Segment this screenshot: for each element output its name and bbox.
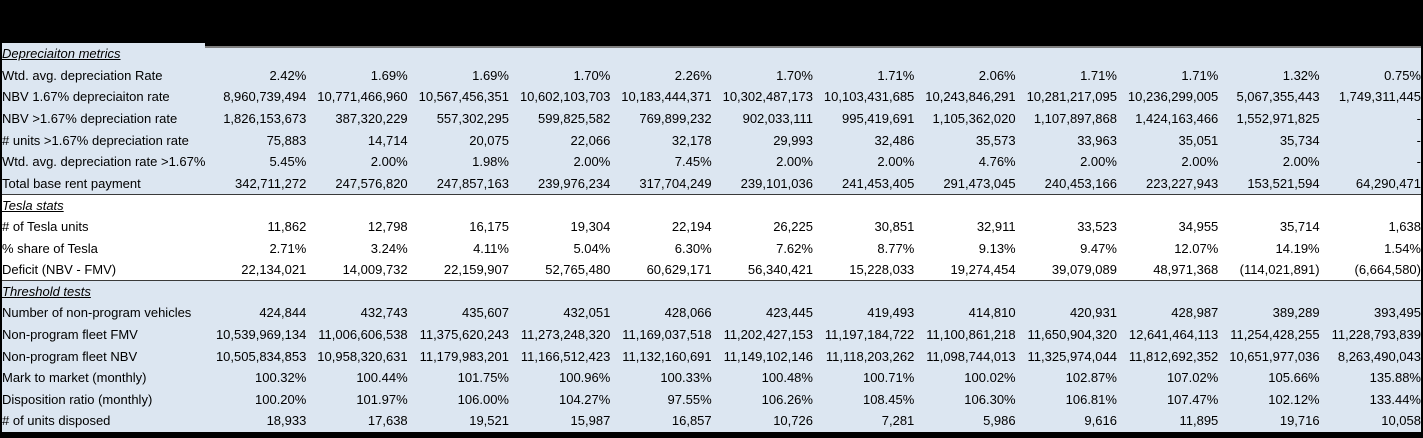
value-cell[interactable]: 557,302,295 bbox=[436, 111, 509, 127]
value-cell[interactable]: 317,704,249 bbox=[610, 173, 711, 195]
row-label-cell[interactable]: NBV >1.67% depreciation rate bbox=[2, 111, 178, 127]
row-label-cell[interactable]: Wtd. avg. depreciation rate >1.67% bbox=[2, 154, 205, 170]
value-cell[interactable]: 101.75% bbox=[457, 370, 509, 386]
value-cell[interactable]: 11,179,983,201 bbox=[419, 348, 509, 364]
empty-cell[interactable] bbox=[1117, 194, 1218, 216]
value-cell[interactable]: 18,933 bbox=[266, 413, 307, 429]
value-cell[interactable]: 10,505,834,853 bbox=[215, 348, 307, 364]
value-cell[interactable]: 2.00% bbox=[1282, 154, 1320, 170]
value-cell[interactable]: 48,971,368 bbox=[1117, 259, 1218, 281]
row-label-cell[interactable]: NBV 1.67% depreciaiton rate bbox=[2, 89, 170, 105]
value-cell[interactable]: 12.07% bbox=[1174, 240, 1219, 256]
section-header-cell[interactable] bbox=[2, 194, 205, 216]
empty-cell[interactable] bbox=[712, 281, 813, 303]
value-cell[interactable]: - bbox=[1416, 111, 1421, 127]
value-cell[interactable]: 2.00% bbox=[1181, 154, 1219, 170]
value-cell[interactable]: 11,895 bbox=[1179, 413, 1219, 429]
value-cell[interactable]: 102.87% bbox=[1065, 370, 1117, 386]
value-cell[interactable]: 108.45% bbox=[862, 391, 915, 407]
empty-cell[interactable] bbox=[1320, 281, 1421, 303]
row-label-cell[interactable]: Number of non-program vehicles bbox=[2, 305, 192, 321]
table-row bbox=[2, 129, 1421, 151]
value-cell[interactable]: 106.81% bbox=[1065, 391, 1117, 407]
value-cell[interactable]: 11,006,606,538 bbox=[318, 327, 408, 343]
value-cell[interactable]: 2.00% bbox=[776, 154, 813, 170]
table-row bbox=[2, 389, 1421, 411]
section-header-row bbox=[2, 194, 1421, 216]
section-title: Tesla stats bbox=[2, 197, 64, 213]
value-cell[interactable]: 599,825,582 bbox=[538, 111, 611, 127]
empty-cell[interactable] bbox=[306, 194, 407, 216]
value-cell[interactable]: 1.71% bbox=[1181, 67, 1219, 83]
value-cell[interactable]: 11,132,160,691 bbox=[622, 348, 712, 364]
value-cell[interactable]: 8,960,739,494 bbox=[223, 89, 307, 105]
value-cell[interactable]: 16,175 bbox=[469, 219, 509, 235]
value-cell[interactable]: 100.20% bbox=[255, 391, 307, 407]
value-cell[interactable]: 1,424,163,466 bbox=[1135, 111, 1219, 127]
value-cell[interactable]: 1,552,971,825 bbox=[1236, 111, 1320, 127]
value-cell[interactable]: 10,183,444,371 bbox=[621, 89, 712, 105]
value-cell[interactable]: - bbox=[1416, 132, 1421, 148]
value-cell[interactable]: 0.75% bbox=[1384, 67, 1421, 83]
row-label-cell[interactable]: # of Tesla units bbox=[2, 219, 89, 235]
value-cell[interactable]: 135.88% bbox=[1369, 370, 1421, 386]
value-cell[interactable]: 14,009,732 bbox=[306, 259, 407, 281]
empty-cell[interactable] bbox=[1320, 194, 1421, 216]
empty-cell[interactable] bbox=[408, 281, 509, 303]
value-cell[interactable]: 387,320,229 bbox=[335, 111, 408, 127]
value-cell[interactable]: 30,851 bbox=[874, 219, 915, 235]
value-cell[interactable]: 100.33% bbox=[660, 370, 712, 386]
value-cell[interactable]: 240,453,166 bbox=[1016, 173, 1117, 195]
value-cell[interactable]: 2.71% bbox=[269, 240, 307, 256]
value-cell[interactable]: 2.42% bbox=[269, 67, 307, 83]
empty-cell[interactable] bbox=[306, 281, 407, 303]
value-cell[interactable]: 424,844 bbox=[259, 305, 307, 321]
empty-cell[interactable] bbox=[813, 281, 914, 303]
value-cell[interactable]: 22,134,021 bbox=[205, 259, 306, 281]
value-cell[interactable]: 102.12% bbox=[1268, 391, 1320, 407]
value-cell[interactable]: 107.47% bbox=[1166, 391, 1219, 407]
value-cell[interactable]: 902,033,111 bbox=[742, 111, 813, 127]
value-cell[interactable]: 11,149,102,146 bbox=[723, 348, 813, 364]
value-cell[interactable]: 100.48% bbox=[761, 370, 813, 386]
value-cell[interactable]: 11,197,184,722 bbox=[824, 327, 915, 343]
empty-cell[interactable] bbox=[509, 281, 610, 303]
value-cell[interactable]: 2.26% bbox=[674, 67, 712, 83]
value-cell[interactable]: 35,734 bbox=[1279, 132, 1320, 148]
empty-cell[interactable] bbox=[1218, 194, 1319, 216]
value-cell[interactable]: 11,166,512,423 bbox=[520, 348, 611, 364]
table-row bbox=[2, 108, 1421, 130]
value-cell[interactable]: 2.00% bbox=[877, 154, 915, 170]
value-cell[interactable]: 432,051 bbox=[563, 305, 611, 321]
value-cell[interactable]: 239,101,036 bbox=[712, 173, 813, 195]
value-cell[interactable]: 26,225 bbox=[773, 219, 813, 235]
value-cell[interactable]: 29,993 bbox=[773, 132, 813, 148]
value-cell[interactable]: 106.00% bbox=[457, 391, 509, 407]
value-cell[interactable]: 11,375,620,243 bbox=[419, 327, 509, 343]
value-cell[interactable]: 11,118,203,262 bbox=[825, 348, 915, 364]
value-cell[interactable]: 1,749,311,445 bbox=[1338, 89, 1421, 105]
value-cell[interactable]: 105.66% bbox=[1268, 370, 1320, 386]
value-cell[interactable]: 10,302,487,173 bbox=[722, 89, 813, 105]
hidden-rows-band bbox=[2, 0, 1421, 43]
empty-cell[interactable] bbox=[1016, 194, 1117, 216]
value-cell[interactable]: 22,159,907 bbox=[408, 259, 509, 281]
value-cell[interactable]: 32,178 bbox=[671, 132, 712, 148]
section-title: Depreciaiton metrics bbox=[2, 46, 121, 62]
value-cell[interactable]: 428,987 bbox=[1171, 305, 1219, 321]
value-cell[interactable]: 11,228,793,839 bbox=[1331, 327, 1421, 343]
value-cell[interactable]: 32,486 bbox=[874, 132, 915, 148]
row-label-cell[interactable]: # units >1.67% depreciation rate bbox=[2, 132, 189, 148]
value-cell[interactable]: (6,664,580) bbox=[1320, 259, 1421, 281]
value-cell[interactable]: 7.45% bbox=[674, 154, 712, 170]
value-cell[interactable]: 22,194 bbox=[671, 219, 712, 235]
table-row bbox=[2, 151, 1421, 173]
value-cell[interactable]: 106.26% bbox=[761, 391, 813, 407]
value-cell[interactable]: 35,051 bbox=[1178, 132, 1219, 148]
value-cell[interactable]: 995,419,691 bbox=[842, 111, 915, 127]
value-cell[interactable]: 10,651,977,036 bbox=[1229, 348, 1320, 364]
value-cell[interactable]: 153,521,594 bbox=[1218, 173, 1319, 195]
value-cell[interactable]: 56,340,421 bbox=[712, 259, 813, 281]
value-cell[interactable]: 423,445 bbox=[765, 305, 813, 321]
value-cell[interactable]: 247,857,163 bbox=[408, 173, 509, 195]
empty-cell[interactable] bbox=[205, 194, 306, 216]
value-cell[interactable]: 11,325,974,044 bbox=[1027, 348, 1117, 364]
value-cell[interactable]: 10,281,217,095 bbox=[1026, 89, 1117, 105]
empty-cell[interactable] bbox=[509, 194, 610, 216]
value-cell[interactable]: 291,473,045 bbox=[914, 173, 1015, 195]
value-cell[interactable]: 12,798 bbox=[367, 219, 408, 235]
value-cell[interactable]: 389,289 bbox=[1272, 305, 1320, 321]
value-cell[interactable]: 10,539,969,134 bbox=[215, 327, 307, 343]
value-cell[interactable]: 9.13% bbox=[978, 240, 1016, 256]
table-row bbox=[2, 86, 1421, 108]
value-cell[interactable]: (114,021,891) bbox=[1218, 259, 1319, 281]
value-cell[interactable]: - bbox=[1416, 154, 1421, 170]
value-cell[interactable]: 1.54% bbox=[1384, 240, 1421, 256]
value-cell[interactable]: 8.77% bbox=[877, 240, 915, 256]
value-cell[interactable]: 35,573 bbox=[975, 132, 1016, 148]
value-cell[interactable]: 10,243,846,291 bbox=[925, 89, 1016, 105]
value-cell[interactable]: 1,826,153,673 bbox=[223, 111, 307, 127]
value-cell[interactable]: 7,281 bbox=[881, 413, 915, 429]
value-cell[interactable]: 12,641,464,113 bbox=[1128, 327, 1219, 343]
value-cell[interactable]: 10,958,320,631 bbox=[317, 348, 408, 364]
empty-cell[interactable] bbox=[914, 281, 1015, 303]
value-cell[interactable]: 14.19% bbox=[1275, 240, 1320, 256]
table-row bbox=[2, 302, 1421, 324]
value-cell[interactable]: 5,986 bbox=[983, 413, 1016, 429]
value-cell[interactable]: 419,493 bbox=[867, 305, 915, 321]
empty-cell[interactable] bbox=[813, 194, 914, 216]
row-label-cell[interactable]: Deficit (NBV - FMV) bbox=[2, 259, 205, 281]
value-cell[interactable]: 33,523 bbox=[1077, 219, 1117, 235]
table-row bbox=[2, 216, 1421, 238]
value-cell[interactable]: 1.69% bbox=[472, 67, 509, 83]
row-label-cell[interactable]: % share of Tesla bbox=[2, 240, 98, 256]
value-cell[interactable]: 393,495 bbox=[1374, 305, 1421, 321]
empty-cell[interactable] bbox=[205, 281, 306, 303]
value-cell[interactable]: 52,765,480 bbox=[509, 259, 610, 281]
value-cell[interactable]: 420,931 bbox=[1069, 305, 1117, 321]
value-cell[interactable]: 15,228,033 bbox=[813, 259, 914, 281]
empty-cell[interactable] bbox=[712, 194, 813, 216]
value-cell[interactable]: 10,103,431,685 bbox=[823, 89, 915, 105]
value-cell[interactable]: 19,304 bbox=[570, 219, 611, 235]
table-row bbox=[2, 259, 1421, 281]
table-row bbox=[2, 173, 1421, 195]
value-cell[interactable]: 100.32% bbox=[255, 370, 307, 386]
value-cell[interactable]: 428,066 bbox=[664, 305, 712, 321]
value-cell[interactable]: 11,169,037,518 bbox=[622, 327, 712, 343]
value-cell[interactable]: 11,100,861,218 bbox=[926, 327, 1016, 343]
value-cell[interactable]: 10,058 bbox=[1381, 413, 1421, 429]
value-cell[interactable]: 6.30% bbox=[674, 240, 712, 256]
value-cell[interactable]: 101.97% bbox=[356, 391, 408, 407]
table-row bbox=[2, 345, 1421, 367]
value-cell[interactable]: 10,567,456,351 bbox=[418, 89, 509, 105]
value-cell[interactable]: 432,743 bbox=[360, 305, 408, 321]
value-cell[interactable]: 32,911 bbox=[976, 219, 1016, 235]
empty-cell[interactable] bbox=[914, 194, 1015, 216]
value-cell[interactable]: 75,883 bbox=[266, 132, 307, 148]
value-cell[interactable]: 5,067,355,443 bbox=[1236, 89, 1320, 105]
value-cell[interactable]: 106.30% bbox=[964, 391, 1016, 407]
value-cell[interactable]: 97.55% bbox=[667, 391, 712, 407]
value-cell[interactable]: 11,650,904,320 bbox=[1027, 327, 1117, 343]
value-cell[interactable]: 15,987 bbox=[570, 413, 611, 429]
value-cell[interactable]: 11,812,692,352 bbox=[1128, 348, 1219, 364]
value-cell[interactable]: 19,716 bbox=[1279, 413, 1320, 429]
row-label-cell[interactable]: # of units disposed bbox=[2, 413, 111, 429]
table-row bbox=[2, 324, 1421, 346]
value-cell[interactable]: 10,236,299,005 bbox=[1127, 89, 1219, 105]
value-cell[interactable]: 19,274,454 bbox=[914, 259, 1015, 281]
metrics-table bbox=[2, 43, 1421, 432]
empty-cell[interactable] bbox=[610, 281, 711, 303]
section-header-cell[interactable] bbox=[2, 43, 205, 65]
empty-cell[interactable] bbox=[1218, 281, 1319, 303]
value-cell[interactable]: 11,273,248,320 bbox=[520, 327, 611, 343]
value-cell[interactable]: 435,607 bbox=[461, 305, 509, 321]
value-cell[interactable]: 100.71% bbox=[862, 370, 915, 386]
value-cell[interactable]: 33,963 bbox=[1077, 132, 1117, 148]
value-cell[interactable]: 60,629,171 bbox=[610, 259, 711, 281]
value-cell[interactable]: 7.62% bbox=[776, 240, 813, 256]
value-cell[interactable]: 10,602,103,703 bbox=[519, 89, 611, 105]
value-cell[interactable]: 2.00% bbox=[573, 154, 611, 170]
value-cell[interactable]: 17,638 bbox=[367, 413, 408, 429]
value-cell[interactable]: 1.32% bbox=[1282, 67, 1320, 83]
value-cell[interactable]: 22,066 bbox=[570, 132, 611, 148]
value-cell[interactable]: 14,714 bbox=[367, 132, 408, 148]
section-title: Threshold tests bbox=[2, 284, 91, 300]
value-cell[interactable]: 1.71% bbox=[1080, 67, 1117, 83]
value-cell[interactable]: 9,616 bbox=[1084, 413, 1117, 429]
value-cell[interactable]: 1.69% bbox=[370, 67, 408, 83]
row-label-cell[interactable]: Mark to market (monthly) bbox=[2, 370, 147, 386]
value-cell[interactable]: 100.96% bbox=[558, 370, 611, 386]
value-cell[interactable]: 39,079,089 bbox=[1016, 259, 1117, 281]
section-header-row bbox=[2, 281, 1421, 303]
value-cell[interactable]: 5.45% bbox=[269, 154, 307, 170]
value-cell[interactable]: 342,711,272 bbox=[205, 173, 306, 195]
section-header-cell[interactable] bbox=[2, 281, 205, 303]
row-label-cell[interactable]: Non-program fleet FMV bbox=[2, 327, 138, 343]
value-cell[interactable]: 4.11% bbox=[473, 240, 509, 256]
value-cell[interactable]: 10,726 bbox=[773, 413, 813, 429]
value-cell[interactable]: 11,862 bbox=[267, 219, 307, 235]
value-cell[interactable]: 1.71% bbox=[877, 67, 915, 83]
value-cell[interactable]: 5.04% bbox=[573, 240, 611, 256]
value-cell[interactable]: 9.47% bbox=[1080, 240, 1117, 256]
row-label-cell[interactable]: Wtd. avg. depreciation Rate bbox=[2, 67, 163, 83]
value-cell[interactable]: 10,771,466,960 bbox=[317, 89, 408, 105]
value-cell[interactable]: 1.70% bbox=[776, 67, 813, 83]
value-cell[interactable]: 35,714 bbox=[1279, 219, 1320, 235]
value-cell[interactable]: 769,899,232 bbox=[639, 111, 712, 127]
hidden-column-headers-band bbox=[205, 43, 1421, 48]
value-cell[interactable]: 1,638 bbox=[1388, 219, 1421, 235]
value-cell[interactable]: 107.02% bbox=[1166, 370, 1219, 386]
value-cell[interactable]: 19,521 bbox=[469, 413, 509, 429]
value-cell[interactable]: 1,105,362,020 bbox=[932, 111, 1016, 127]
table-row bbox=[2, 65, 1421, 87]
empty-cell[interactable] bbox=[1016, 281, 1117, 303]
value-cell[interactable]: 16,857 bbox=[671, 413, 712, 429]
value-cell[interactable]: 223,227,943 bbox=[1117, 173, 1218, 195]
value-cell[interactable]: 239,976,234 bbox=[509, 173, 610, 195]
value-cell[interactable]: 2.06% bbox=[978, 67, 1016, 83]
value-cell[interactable]: 247,576,820 bbox=[306, 173, 407, 195]
value-cell[interactable]: 11,202,427,153 bbox=[723, 327, 813, 343]
value-cell[interactable]: 8,263,490,043 bbox=[1337, 348, 1421, 364]
table-row bbox=[2, 410, 1421, 432]
value-cell[interactable]: 2.00% bbox=[1080, 154, 1117, 170]
value-cell[interactable]: 34,955 bbox=[1178, 219, 1219, 235]
value-cell[interactable]: 3.24% bbox=[370, 240, 408, 256]
value-cell[interactable]: 104.27% bbox=[558, 391, 611, 407]
value-cell[interactable]: 11,098,744,013 bbox=[926, 348, 1016, 364]
value-cell[interactable]: 2.00% bbox=[370, 154, 408, 170]
value-cell[interactable]: 100.02% bbox=[964, 370, 1016, 386]
value-cell[interactable]: 64,290,471 bbox=[1320, 173, 1421, 195]
row-label-cell[interactable]: Non-program fleet NBV bbox=[2, 348, 138, 364]
empty-cell[interactable] bbox=[408, 194, 509, 216]
empty-cell[interactable] bbox=[1117, 281, 1218, 303]
value-cell[interactable]: 1.70% bbox=[573, 67, 611, 83]
value-cell[interactable]: 133.44% bbox=[1369, 391, 1421, 407]
value-cell[interactable]: 4.76% bbox=[978, 154, 1016, 170]
value-cell[interactable]: 1,107,897,868 bbox=[1033, 111, 1117, 127]
value-cell[interactable]: 241,453,405 bbox=[813, 173, 914, 195]
value-cell[interactable]: 100.44% bbox=[356, 370, 408, 386]
empty-cell[interactable] bbox=[610, 194, 711, 216]
table-row bbox=[2, 367, 1421, 389]
row-label-cell[interactable]: Total base rent payment bbox=[2, 173, 205, 195]
table-row bbox=[2, 237, 1421, 259]
row-label-cell[interactable]: Disposition ratio (monthly) bbox=[2, 391, 153, 407]
value-cell[interactable]: 11,254,428,255 bbox=[1230, 327, 1320, 343]
value-cell[interactable]: 1.98% bbox=[472, 154, 509, 170]
value-cell[interactable]: 20,075 bbox=[469, 132, 509, 148]
value-cell[interactable]: 414,810 bbox=[968, 305, 1016, 321]
